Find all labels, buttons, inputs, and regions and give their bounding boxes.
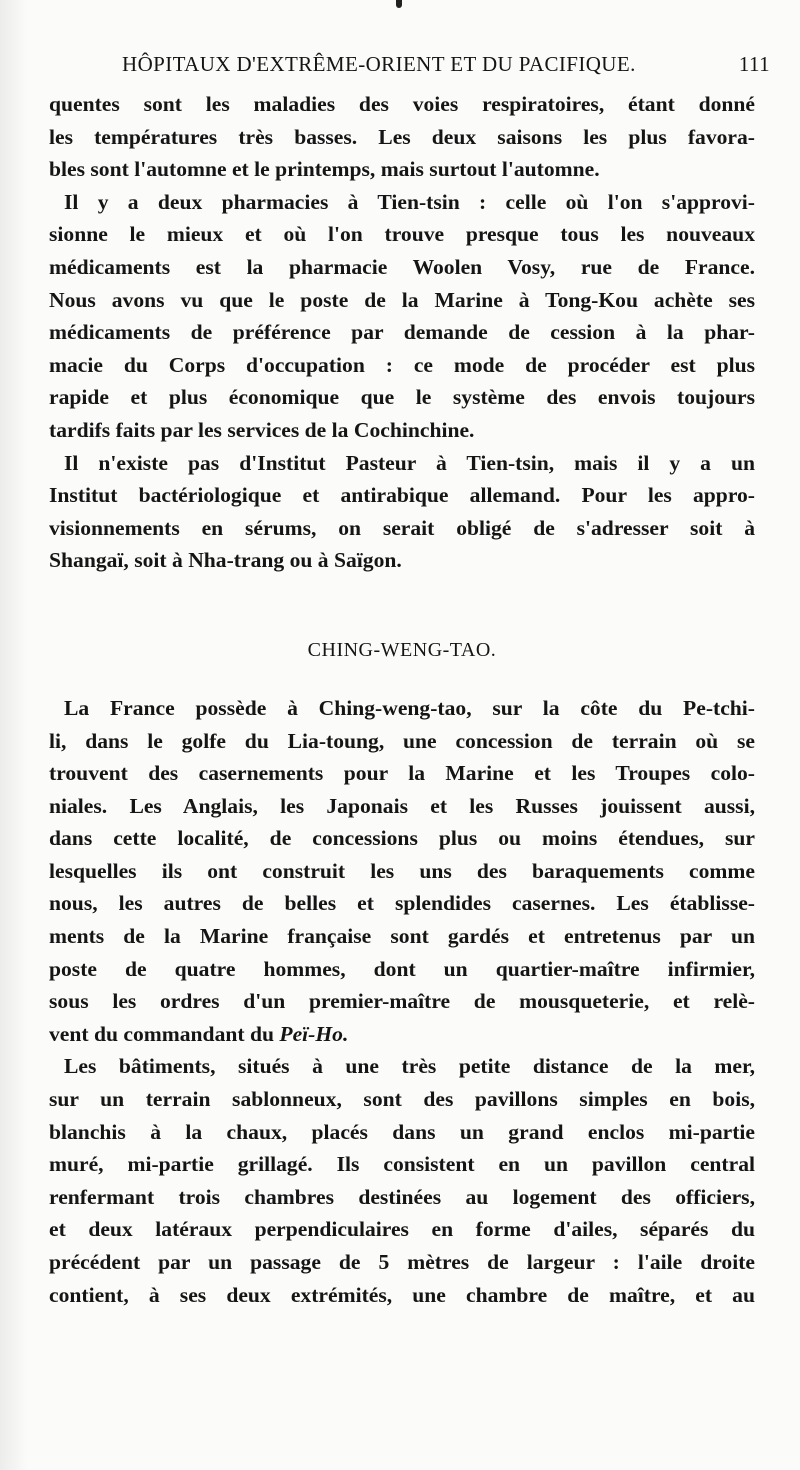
page-edge-shadow [0,0,28,1470]
text-line: renfermant trois chambres destinées au logement des officiers, [49,1184,755,1209]
text-line: quentes sont les maladies des voies respiratoires, étant donné [49,92,755,116]
text-line [49,1018,755,1051]
text-line: Il y a deux pharmacies à Tien-tsin : celle où l'on s'approvi- [64,189,755,214]
text-line: dans cette localité, de concessions plus ou moins étendues, sur [49,826,755,851]
text-line: ments de la Marine française sont gardés et entretenus par un [49,924,755,949]
text-fragment: vent du commandant du [49,1021,280,1046]
text-line: médicaments est la pharmacie Woolen Vosy, rue de France. [49,254,755,279]
text-line: Shangaï, soit à Nha-trang ou à Saïgon. [49,548,402,573]
text-line: muré, mi-partie grillagé. Ils consistent en un pavillon central [49,1152,755,1177]
text-line: lesquelles ils ont construit les uns des baraquements comme [49,858,755,883]
italic-place-name: Peï-Ho. [279,1021,349,1046]
running-title: HÔPITAUX D'EXTRÊME-ORIENT ET DU PACIFIQUE. [122,52,636,76]
text-line: niales. Les Anglais, les Japonais et les Russes jouissent aussi, [49,793,755,818]
text-line: Institut bactériologique et antirabique allemand. Pour les appro- [49,483,755,508]
text-line: médicaments de préférence par demande de cession à la phar- [49,320,755,345]
text-line: Il n'existe pas d'Institut Pasteur à Tien-tsin, mais il y a un [64,450,755,475]
text-line: sous les ordres d'un premier-maître de mousqueterie, et relè- [49,989,755,1014]
body-text [49,88,755,1311]
running-head [110,52,770,82]
text-line: bles sont l'automne et le printemps, mais surtout l'automne. [49,157,600,182]
text-line: contient, à ses deux extrémités, une chambre de maître, et au [49,1282,755,1307]
text-line: nous, les autres de belles et splendides casernes. Les établisse- [49,891,755,916]
text-line: sionne le mieux et où l'on trouve presque tous les nouveaux [49,222,755,247]
text-line: La France possède à Ching-weng-tao, sur la côte du Pe-tchi- [64,695,755,720]
page-number: 111 [738,52,770,76]
text-line: visionnements en sérums, on serait obligé de s'adresser soit à [49,515,755,540]
text-line: les températures très basses. Les deux saisons les plus favora- [49,124,755,149]
text-line: trouvent des casernements pour la Marine et les Troupes colo- [49,761,755,786]
text-line: Les bâtiments, situés à une très petite distance de la mer, [64,1054,755,1079]
text-line: précédent par un passage de 5 mètres de largeur : l'aile droite [49,1250,755,1274]
text-line: et deux latéraux perpendiculaires en forme d'ailes, séparés du [49,1217,755,1242]
text-line: sur un terrain sablonneux, sont des pavillons simples en bois, [49,1087,755,1112]
text-line: tardifs faits par les services de la Cochinchine. [49,417,475,442]
section-heading: CHING-WENG-TAO. [307,638,497,661]
text-line: blanchis à la chaux, placés dans un grand enclos mi-partie [49,1119,755,1144]
ink-mark [396,0,402,8]
text-line: macie du Corps d'occupation : ce mode de procéder est plus [49,352,755,377]
text-line: li, dans le golfe du Lia-toung, une concession de terrain où se [49,728,755,753]
text-line: rapide et plus économique que le système des envois toujours [49,385,755,410]
text-line: poste de quatre hommes, dont un quartier-maître infirmier, [49,956,755,981]
text-line: Nous avons vu que le poste de la Marine à Tong-Kou achète ses [49,287,755,312]
